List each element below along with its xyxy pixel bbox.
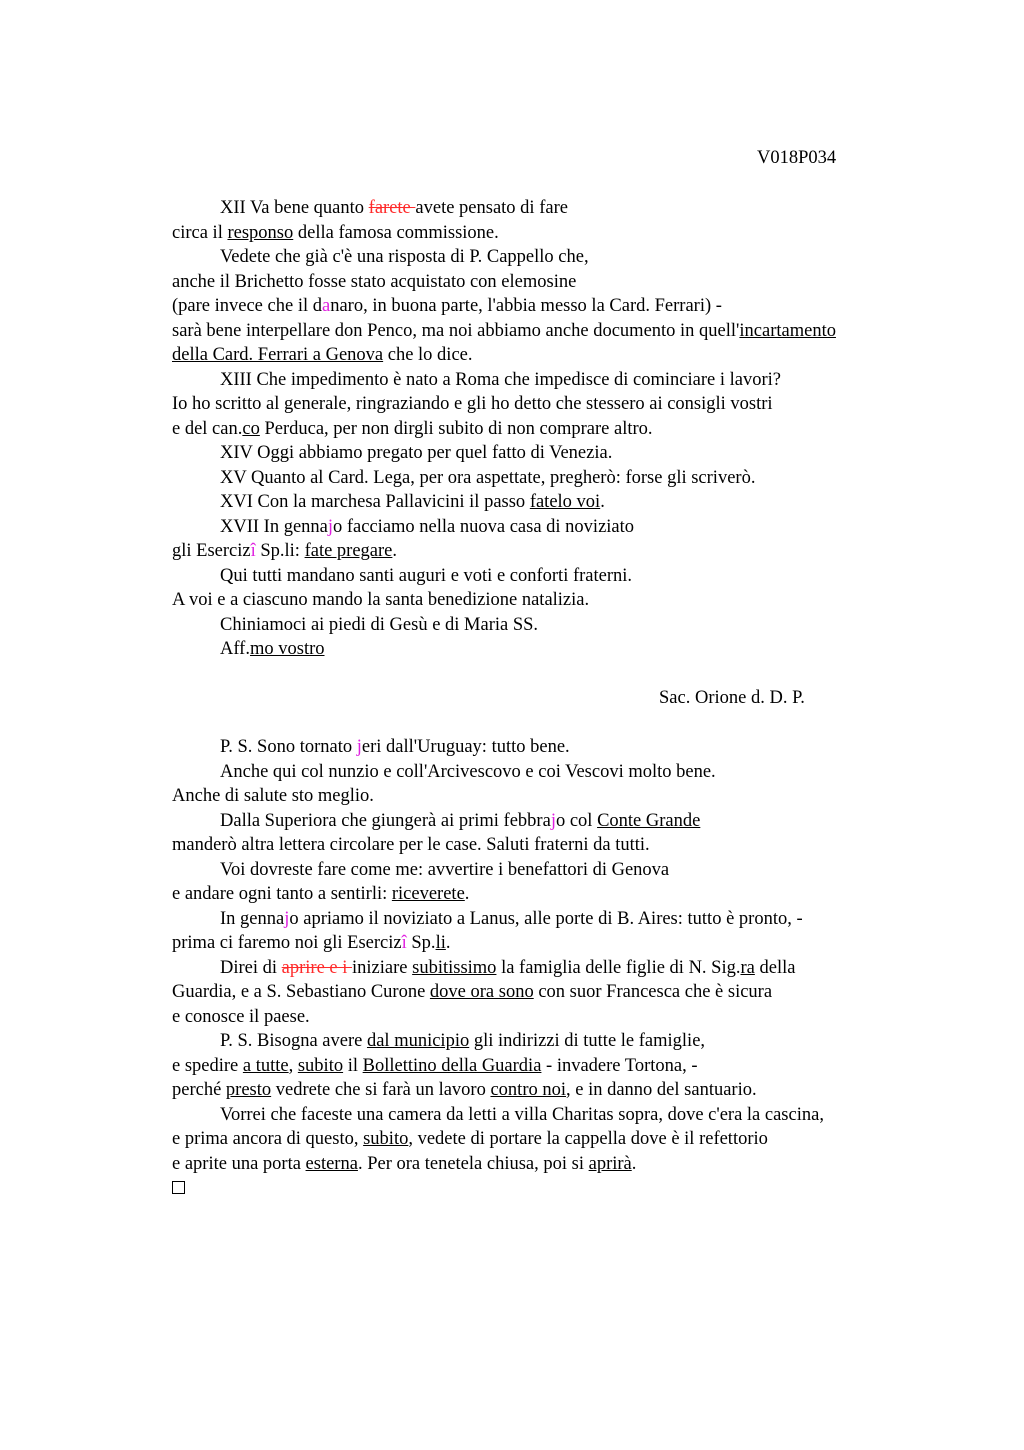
- underlined-text: co: [242, 418, 260, 439]
- text-line: XIII Che impedimento è nato a Roma che impedisce di cominciare i lavori?: [220, 369, 781, 390]
- underlined-text: a tutte: [242, 1055, 289, 1076]
- text: Guardia, e a S. Sebastiano Curone: [172, 982, 430, 1002]
- text: gli indirizzi di tutte le famiglie,: [469, 1031, 706, 1051]
- page-id: V018P034: [757, 148, 837, 168]
- underlined-text: dal municipio: [366, 1031, 470, 1051]
- text-line: XIV Oggi abbiamo pregato per quel fatto di Venezia.: [220, 443, 613, 463]
- text-line: [172, 196, 932, 221]
- deleted-text: farete: [368, 198, 416, 218]
- text-line: [172, 539, 932, 564]
- spacer: [172, 711, 932, 736]
- text-line: anche il Brichetto fosse stato acquistato con elemosine: [172, 271, 577, 292]
- text: XVI Con la marchesa Pallavicini il passo: [220, 492, 530, 512]
- underlined-text: subitissimo: [412, 957, 497, 978]
- text: - invadere Tortona, -: [541, 1055, 698, 1076]
- letter-body: [172, 196, 932, 1201]
- text-line: manderò altra lettera circolare per le case. Saluti fraterni da tutti.: [172, 835, 650, 855]
- text: .: [600, 492, 605, 512]
- text: Perduca, per non dirgli subito di non comprare altro.: [259, 418, 653, 439]
- text: sarà bene interpellare don Penco, ma noi abbiamo anche documento in quell': [172, 320, 740, 341]
- text: prima ci faremo noi gli Esercizî: [172, 933, 407, 953]
- text: perché: [172, 1080, 226, 1100]
- text: .: [464, 884, 470, 904]
- text: o facciamo nella nuova casa di noviziato: [333, 516, 635, 537]
- spacer: [172, 662, 932, 687]
- text-line: Anche di salute sto meglio.: [172, 786, 374, 806]
- text-line: [172, 882, 932, 907]
- underlined-text: subito: [363, 1129, 409, 1149]
- text-line: [172, 1054, 932, 1079]
- text: XII Va bene quanto: [220, 198, 369, 218]
- text: Aff.: [220, 639, 250, 659]
- text-line: [172, 637, 932, 662]
- text: con suor Francesca che è sicura: [533, 982, 773, 1002]
- marked-letter: î: [401, 933, 407, 953]
- text: e del can.: [172, 418, 243, 439]
- text-line: Chiniamoci ai piedi di Gesù e di Maria SS.: [220, 614, 539, 635]
- text: iniziare: [352, 957, 413, 978]
- text: naro, in buona parte, l'abbia messo la Card. Ferrari) -: [330, 296, 722, 316]
- text-line: Qui tutti mandano santi auguri e voti e conforti fraterni.: [220, 565, 633, 586]
- deleted-text: aprire e i: [281, 957, 353, 978]
- text: P. S. Sono tornato: [220, 737, 357, 757]
- underlined-text: subito: [297, 1055, 344, 1076]
- text: o apriamo il noviziato a Lanus, alle porte di B. Aires: tutto è pronto, -: [289, 908, 803, 929]
- text-line: [172, 1127, 932, 1152]
- text: e spedire: [172, 1055, 243, 1076]
- underlined-text: esterna: [305, 1153, 358, 1174]
- text: P. S. Bisogna avere: [220, 1031, 367, 1051]
- text: In genna: [220, 908, 285, 929]
- text-line: [172, 343, 932, 368]
- text: vedrete che si farà un lavoro: [271, 1080, 491, 1100]
- text: circa il: [172, 222, 228, 243]
- text-line: [172, 735, 932, 760]
- text-line: [172, 956, 932, 981]
- text: e aprite una porta: [172, 1153, 306, 1174]
- text: della famosa commissione.: [293, 222, 499, 243]
- underlined-text: Conte Grande: [597, 810, 701, 831]
- text: e andare ogni tanto a sentirli:: [172, 884, 392, 904]
- underlined-text: mo vostro: [249, 639, 325, 659]
- text: gli Esercizî: [172, 541, 256, 561]
- text-line: e conosce il paese.: [172, 1006, 310, 1027]
- text-line: [172, 417, 932, 442]
- text-line: [172, 294, 932, 319]
- text: Sp.li:: [255, 541, 305, 561]
- text: che lo dice.: [383, 345, 473, 365]
- text: eri dall'Uruguay: tutto bene.: [361, 737, 570, 757]
- underlined-text: contro noi: [490, 1080, 566, 1100]
- underlined-text: li: [435, 933, 446, 953]
- text: , vedete di portare la cappella dove è il refettorio: [408, 1129, 768, 1149]
- text-line: A voi e a ciascuno mando la santa benedizione natalizia.: [172, 590, 590, 610]
- text: Sp.: [406, 933, 436, 953]
- underlined-text: ra: [740, 957, 755, 978]
- text: la famiglia delle figlie di N. Sig.: [496, 957, 741, 978]
- marked-letter: j: [356, 737, 362, 757]
- marked-letter: î: [250, 541, 256, 561]
- text: Direi di: [220, 957, 282, 978]
- underlined-text: riceverete: [391, 884, 465, 904]
- underlined-text: presto: [225, 1080, 272, 1100]
- underlined-text: Bollettino della Guardia: [362, 1055, 542, 1076]
- underlined-text: responso: [227, 222, 294, 243]
- text-line: [172, 1152, 932, 1177]
- underlined-text: dove ora sono: [429, 982, 534, 1002]
- text: il: [343, 1055, 363, 1076]
- text-line: [172, 809, 932, 834]
- marked-letter: j: [550, 810, 556, 831]
- text-line: Vorrei che faceste una camera da letti a villa Charitas sopra, dove c'era la cascina,: [220, 1104, 824, 1125]
- text-line: [172, 490, 932, 515]
- text: della: [754, 957, 796, 978]
- underlined-text: aprirà: [588, 1153, 632, 1174]
- underlined-text: fatelo voi: [529, 492, 601, 512]
- underlined-text: della Card. Ferrari a Genova: [172, 345, 384, 365]
- text: . Per ora tenetela chiusa, poi si: [357, 1153, 589, 1174]
- text-line: [172, 931, 932, 956]
- text: .: [631, 1153, 637, 1174]
- text: o col: [555, 810, 598, 831]
- underlined-text: incartamento: [739, 320, 836, 341]
- text-line: Io ho scritto al generale, ringraziando e gli ho detto che stessero ai consigli vostri: [172, 394, 773, 414]
- end-marker-line: [172, 1176, 932, 1201]
- signature: Sac. Orione d. D. P.: [659, 688, 805, 708]
- end-square-icon: [172, 1181, 185, 1194]
- marked-letter: j: [327, 516, 334, 537]
- text-line: Vedete che già c'è una risposta di P. Cappello che,: [220, 247, 589, 267]
- text-line: [172, 319, 932, 344]
- text-line: [172, 980, 932, 1005]
- text-line: XV Quanto al Card. Lega, per ora aspettate, pregherò: forse gli scriverò.: [220, 467, 756, 488]
- text: XVII In genna: [220, 516, 328, 537]
- text-line: [172, 907, 932, 932]
- text-line: Voi dovreste fare come me: avvertire i benefattori di Genova: [220, 859, 670, 880]
- text-line: [172, 515, 932, 540]
- text: Dalla Superiora che giungerà ai primi febbra: [220, 810, 551, 831]
- text: , e in danno del santuario.: [566, 1080, 757, 1100]
- text: .: [445, 933, 451, 953]
- text: .: [392, 541, 398, 561]
- text: ,: [288, 1055, 298, 1076]
- text-line: [172, 1029, 932, 1054]
- text: avete pensato di fare: [415, 198, 568, 218]
- marked-letter: j: [284, 908, 290, 929]
- marked-letter: a: [321, 296, 331, 316]
- text-line: [172, 221, 932, 246]
- text-line: [172, 1078, 932, 1103]
- text: e prima ancora di questo,: [172, 1129, 364, 1149]
- underlined-text: fate pregare: [304, 541, 393, 561]
- text-line: Anche qui col nunzio e coll'Arcivescovo e coi Vescovi molto bene.: [220, 761, 716, 782]
- text: (pare invece che il d: [172, 296, 322, 316]
